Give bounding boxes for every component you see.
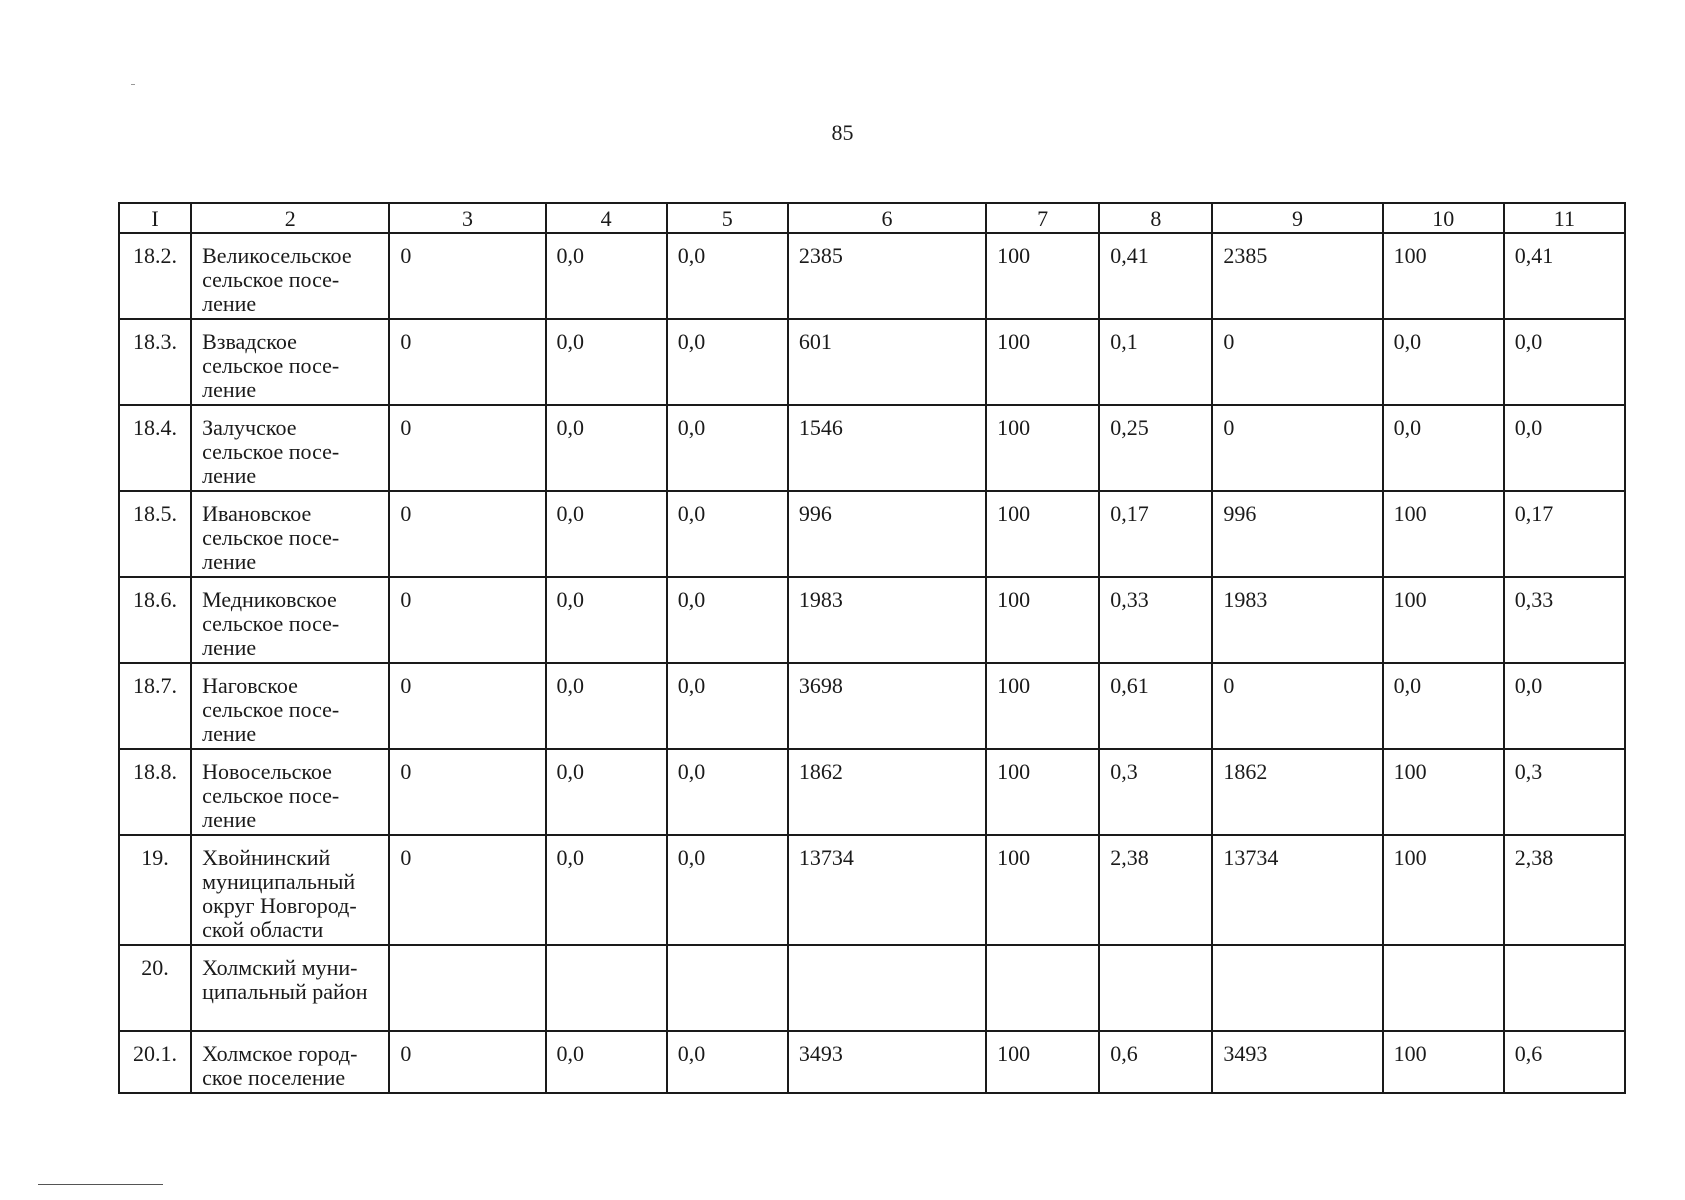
row-name-cell: Холмское город-ское поселение xyxy=(191,1031,389,1093)
value-cell-8: 0,25 xyxy=(1099,405,1212,491)
value-cell-5: 0,0 xyxy=(667,233,788,319)
value-cell-3: 0 xyxy=(389,405,545,491)
value-cell-9: 0 xyxy=(1212,319,1382,405)
value-cell-5 xyxy=(667,945,788,1031)
value-cell-7: 100 xyxy=(986,405,1099,491)
value-cell-10: 100 xyxy=(1383,491,1504,577)
table-header xyxy=(119,203,1625,233)
row-number-cell: 18.8. xyxy=(119,749,191,835)
value-cell-9: 0 xyxy=(1212,663,1382,749)
value-cell-10: 0,0 xyxy=(1383,405,1504,491)
scan-mark xyxy=(131,84,135,85)
value-cell-3: 0 xyxy=(389,835,545,945)
value-cell-10: 0,0 xyxy=(1383,319,1504,405)
value-cell-8: 0,17 xyxy=(1099,491,1212,577)
value-cell-4: 0,0 xyxy=(546,663,667,749)
value-cell-8: 0,61 xyxy=(1099,663,1212,749)
table-row xyxy=(119,577,1625,663)
value-cell-3: 0 xyxy=(389,319,545,405)
value-cell-6: 3493 xyxy=(788,1031,986,1093)
value-cell-11: 0,0 xyxy=(1504,405,1625,491)
value-cell-5: 0,0 xyxy=(667,405,788,491)
row-name-cell: Хвойнинский муниципальный округ Новгород-ской области xyxy=(191,835,389,945)
table-body xyxy=(119,233,1625,1093)
value-cell-9: 996 xyxy=(1212,491,1382,577)
value-cell-4: 0,0 xyxy=(546,749,667,835)
value-cell-3: 0 xyxy=(389,663,545,749)
value-cell-8: 0,33 xyxy=(1099,577,1212,663)
table-row xyxy=(119,945,1625,1031)
header-cell-2: 2 xyxy=(191,203,389,233)
value-cell-7: 100 xyxy=(986,749,1099,835)
value-cell-3 xyxy=(389,945,545,1031)
table-row xyxy=(119,749,1625,835)
row-name-cell: Залучское сельское посе-ление xyxy=(191,405,389,491)
value-cell-6 xyxy=(788,945,986,1031)
table-row xyxy=(119,1031,1625,1093)
row-name-cell: Холмский муни-ципальный район xyxy=(191,945,389,1031)
value-cell-10: 100 xyxy=(1383,835,1504,945)
value-cell-4: 0,0 xyxy=(546,835,667,945)
page-number: 85 xyxy=(831,120,854,145)
value-cell-11: 0,6 xyxy=(1504,1031,1625,1093)
row-number-cell: 20. xyxy=(119,945,191,1031)
header-cell-10: 10 xyxy=(1383,203,1504,233)
value-cell-5: 0,0 xyxy=(667,749,788,835)
value-cell-11: 0,0 xyxy=(1504,663,1625,749)
row-name-cell: Медниковское сельское посе-ление xyxy=(191,577,389,663)
value-cell-9: 13734 xyxy=(1212,835,1382,945)
value-cell-9: 2385 xyxy=(1212,233,1382,319)
value-cell-11: 0,41 xyxy=(1504,233,1625,319)
value-cell-6: 2385 xyxy=(788,233,986,319)
header-cell-5: 5 xyxy=(667,203,788,233)
value-cell-7: 100 xyxy=(986,319,1099,405)
value-cell-7: 100 xyxy=(986,1031,1099,1093)
value-cell-5: 0,0 xyxy=(667,577,788,663)
row-number-cell: 20.1. xyxy=(119,1031,191,1093)
row-number-cell: 18.5. xyxy=(119,491,191,577)
header-cell-8: 8 xyxy=(1099,203,1212,233)
data-table xyxy=(118,202,1626,1094)
value-cell-9: 1862 xyxy=(1212,749,1382,835)
value-cell-5: 0,0 xyxy=(667,491,788,577)
value-cell-3: 0 xyxy=(389,491,545,577)
value-cell-6: 1546 xyxy=(788,405,986,491)
value-cell-11: 0,17 xyxy=(1504,491,1625,577)
value-cell-4: 0,0 xyxy=(546,319,667,405)
value-cell-9 xyxy=(1212,945,1382,1031)
value-cell-3: 0 xyxy=(389,1031,545,1093)
header-row xyxy=(119,203,1625,233)
value-cell-7: 100 xyxy=(986,577,1099,663)
value-cell-7: 100 xyxy=(986,233,1099,319)
header-cell-4: 4 xyxy=(546,203,667,233)
table-row xyxy=(119,405,1625,491)
value-cell-6: 3698 xyxy=(788,663,986,749)
value-cell-8: 0,1 xyxy=(1099,319,1212,405)
value-cell-9: 0 xyxy=(1212,405,1382,491)
value-cell-11: 0,0 xyxy=(1504,319,1625,405)
value-cell-8: 0,6 xyxy=(1099,1031,1212,1093)
value-cell-5: 0,0 xyxy=(667,319,788,405)
value-cell-9: 1983 xyxy=(1212,577,1382,663)
value-cell-10: 100 xyxy=(1383,233,1504,319)
value-cell-10: 100 xyxy=(1383,749,1504,835)
header-cell-3: 3 xyxy=(389,203,545,233)
value-cell-11: 2,38 xyxy=(1504,835,1625,945)
value-cell-6: 1862 xyxy=(788,749,986,835)
value-cell-5: 0,0 xyxy=(667,1031,788,1093)
value-cell-8: 0,41 xyxy=(1099,233,1212,319)
value-cell-8 xyxy=(1099,945,1212,1031)
value-cell-5: 0,0 xyxy=(667,663,788,749)
value-cell-6: 13734 xyxy=(788,835,986,945)
table-row xyxy=(119,491,1625,577)
value-cell-10 xyxy=(1383,945,1504,1031)
row-number-cell: 18.3. xyxy=(119,319,191,405)
value-cell-4: 0,0 xyxy=(546,405,667,491)
value-cell-3: 0 xyxy=(389,233,545,319)
footer-rule xyxy=(38,1184,163,1185)
value-cell-7: 100 xyxy=(986,835,1099,945)
table-row xyxy=(119,663,1625,749)
table-row xyxy=(119,835,1625,945)
header-cell-6: 6 xyxy=(788,203,986,233)
value-cell-4 xyxy=(546,945,667,1031)
value-cell-6: 996 xyxy=(788,491,986,577)
header-cell-11: 11 xyxy=(1504,203,1625,233)
value-cell-7: 100 xyxy=(986,491,1099,577)
header-cell-1: I xyxy=(119,203,191,233)
row-name-cell: Взвадское сельское посе-ление xyxy=(191,319,389,405)
row-number-cell: 18.4. xyxy=(119,405,191,491)
row-name-cell: Великосельское сельское посе-ление xyxy=(191,233,389,319)
value-cell-4: 0,0 xyxy=(546,233,667,319)
header-cell-7: 7 xyxy=(986,203,1099,233)
header-cell-9: 9 xyxy=(1212,203,1382,233)
row-name-cell: Новосельское сельское посе-ление xyxy=(191,749,389,835)
value-cell-7 xyxy=(986,945,1099,1031)
row-number-cell: 18.2. xyxy=(119,233,191,319)
value-cell-3: 0 xyxy=(389,749,545,835)
row-name-cell: Ивановское сельское посе-ление xyxy=(191,491,389,577)
table-row xyxy=(119,233,1625,319)
row-number-cell: 18.7. xyxy=(119,663,191,749)
value-cell-9: 3493 xyxy=(1212,1031,1382,1093)
value-cell-10: 100 xyxy=(1383,1031,1504,1093)
value-cell-11 xyxy=(1504,945,1625,1031)
value-cell-10: 100 xyxy=(1383,577,1504,663)
value-cell-8: 0,3 xyxy=(1099,749,1212,835)
table-row xyxy=(119,319,1625,405)
value-cell-5: 0,0 xyxy=(667,835,788,945)
row-number-cell: 18.6. xyxy=(119,577,191,663)
row-name-cell: Наговское сельское посе-ление xyxy=(191,663,389,749)
value-cell-11: 0,3 xyxy=(1504,749,1625,835)
value-cell-7: 100 xyxy=(986,663,1099,749)
row-number-cell: 19. xyxy=(119,835,191,945)
value-cell-8: 2,38 xyxy=(1099,835,1212,945)
value-cell-6: 601 xyxy=(788,319,986,405)
value-cell-4: 0,0 xyxy=(546,577,667,663)
value-cell-4: 0,0 xyxy=(546,1031,667,1093)
value-cell-10: 0,0 xyxy=(1383,663,1504,749)
value-cell-6: 1983 xyxy=(788,577,986,663)
value-cell-11: 0,33 xyxy=(1504,577,1625,663)
value-cell-3: 0 xyxy=(389,577,545,663)
value-cell-4: 0,0 xyxy=(546,491,667,577)
